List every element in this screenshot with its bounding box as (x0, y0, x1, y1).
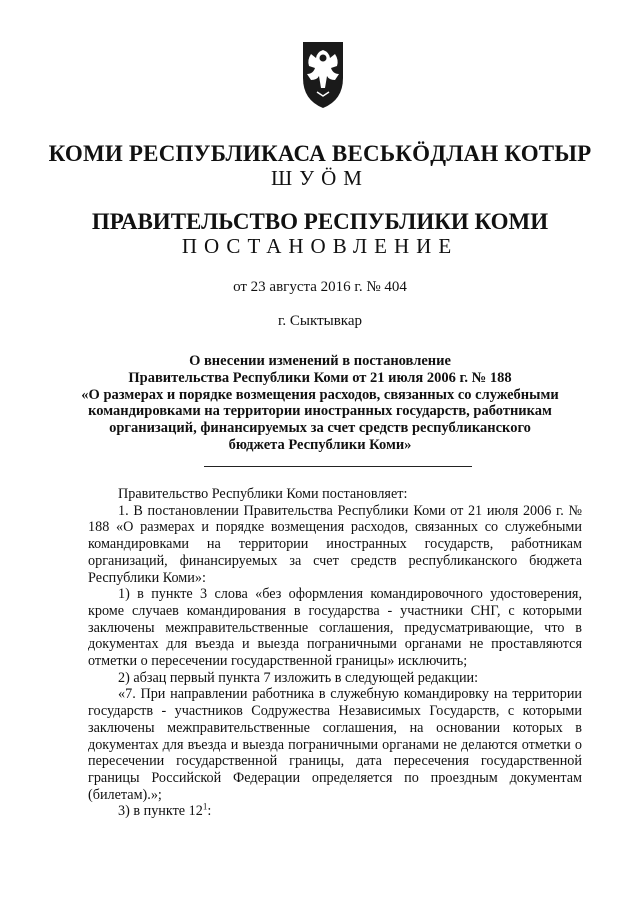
komi-coat-of-arms-icon (297, 38, 349, 110)
separator-line (204, 466, 472, 467)
subject-line: «О размерах и порядке возмещения расходов, связанных со служебными (81, 386, 559, 403)
subject-line: организаций, финансируемых за счет средств республиканского (109, 420, 531, 437)
document-body (88, 486, 582, 820)
body-paragraph: Правительство Республики Коми постановляет: (118, 486, 408, 502)
subject-line: Правительства Республики Коми от 21 июля 2006 г. № 188 (128, 369, 512, 386)
subject-line: О внесении изменений в постановление (189, 353, 451, 369)
body-text: : (207, 803, 212, 820)
komi-document-type: ШУÖМ (271, 166, 369, 190)
body-paragraph (88, 803, 582, 820)
body-paragraph: 2) абзац первый пункта 7 изложить в следующей редакции: (118, 669, 479, 686)
document-subject (0, 353, 640, 454)
government-title: ПРАВИТЕЛЬСТВО РЕСПУБЛИКИ КОМИ (91, 209, 549, 234)
body-paragraph: 1. В постановлении Правительства Республики Коми от 21 июля 2006 г. № 188 «О размерах и порядке возмещения расходов, связанных со служебными командировками на территории иностранных государств, работникам организаций, финансируемых за счет средств республиканского бюджета Республики Коми»: (88, 502, 582, 586)
body-paragraph: «7. При направлении работника в служебную командировку на территории государств - участников Содружества Независимых Государств, с которыми заключены межправительственные соглашения, на основании которых в документах для въезда и выезда пограничными органами не делаются отметки о пересечении государственной границы, дата пересечения государственной границы Российской Федерации определяется по проездным документам (билетам).»; (88, 686, 582, 803)
document-date-number: от 23 августа 2016 г. № 404 (233, 279, 407, 295)
document-city: г. Сыктывкар (277, 313, 363, 329)
body-paragraph: 1) в пункте 3 слова «без оформления командировочного удостоверения, кроме случаев командирования в государства - участники СНГ, с которыми заключены межправительственные соглашения, предусматривающие, что в документах для въезда и выезда пограничными органами не проставляются отметки о пересечении государственной границы» исключить; (88, 586, 582, 670)
superscript: 1 (202, 801, 208, 812)
komi-government-title: КОМИ РЕСПУБЛИКАСА ВЕСЬКÖДЛАН КОТЫР (48, 141, 592, 166)
body-text: 3) в пункте 12 (118, 803, 203, 820)
subject-line: бюджета Республики Коми» (228, 436, 412, 453)
document-type: ПОСТАНОВЛЕНИЕ (181, 234, 459, 258)
subject-line: командировками на территории иностранных государств, работникам (88, 403, 552, 420)
